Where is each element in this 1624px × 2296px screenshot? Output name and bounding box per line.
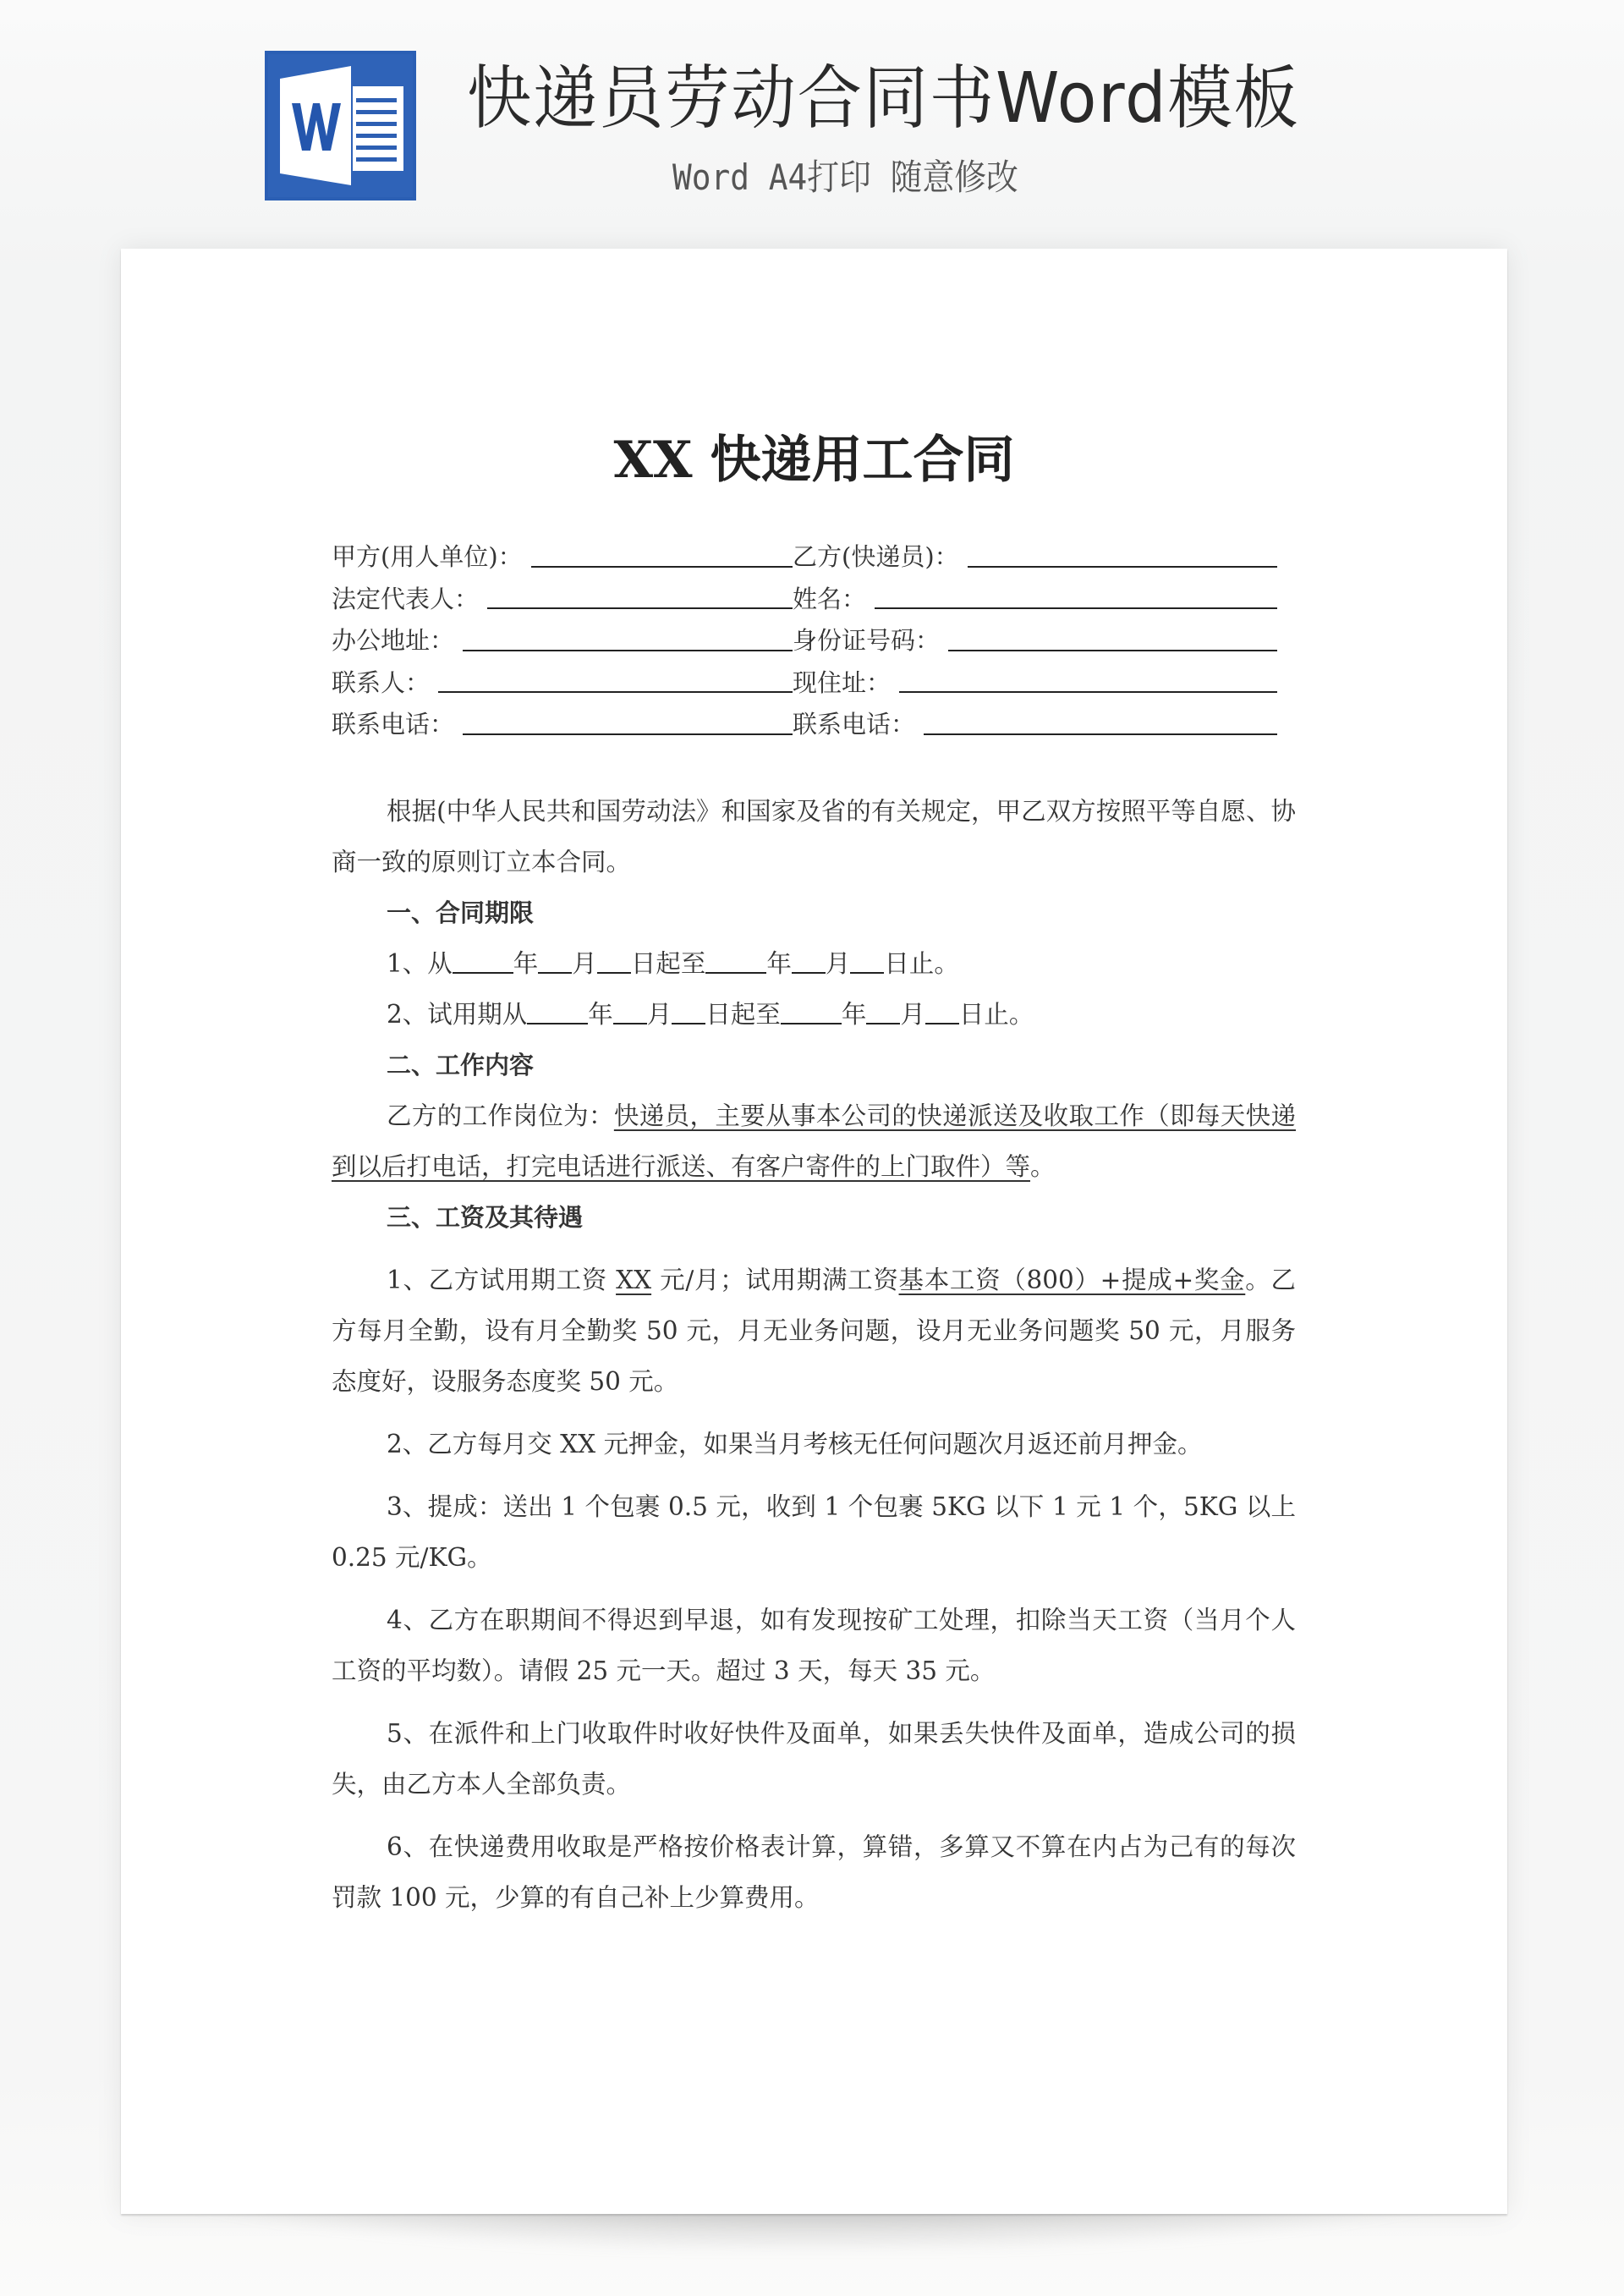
party-b-label: 乙方(快递员)：: [793, 542, 959, 571]
office-address-field[interactable]: [463, 650, 793, 651]
current-address-label: 现住址：: [793, 667, 892, 697]
word-icon: [265, 51, 416, 200]
intro-paragraph: 根据(中华人民共和国劳动法》和国家及省的有关规定，甲乙双方按照平等自愿、协商一致的原则订立本合同。: [332, 797, 1296, 876]
party-info-form: [332, 536, 1283, 746]
section-heading-work: 二、工作内容: [387, 1051, 535, 1079]
blank-field[interactable]: [672, 1023, 705, 1024]
blank-field[interactable]: [597, 972, 631, 974]
contact-person-label: 联系人：: [332, 667, 431, 697]
office-address-label: 办公地址：: [332, 626, 455, 655]
work-content-paragraph: 乙方的工作岗位为：快递员，主要从事本公司的快递派送及收取工作（即每天快递到以后打电话，打完电话进行派送、有客户寄件的上门取件）等。: [332, 1101, 1296, 1181]
wage-item-1: 1、乙方试用期工资 XX 元/月；试用期满工资基本工资（800）+提成+奖金。乙方每月全勤，设有月全勤奖 50 元，月无业务问题，设月无业务问题奖 50 元，月服务态度好，设服务态度奖 50 元。: [332, 1266, 1296, 1396]
blank-field[interactable]: [866, 1023, 900, 1024]
form-row: [332, 620, 1283, 662]
legal-rep-field[interactable]: [487, 607, 793, 609]
id-number-label: 身份证号码：: [793, 626, 941, 655]
name-field[interactable]: [875, 607, 1277, 609]
term-item-1: 1、从 年 月 日起至 年 月 日止。: [387, 949, 959, 978]
party-a-phone-label: 联系电话：: [332, 710, 455, 739]
form-row: [332, 536, 1283, 579]
form-row: [332, 662, 1283, 705]
party-a-label: 甲方(用人单位)：: [332, 542, 523, 571]
wage-item-2: 2、乙方每月交 XX 元押金，如果当月考核无任何问题次月返还前月押金。: [387, 1430, 1203, 1458]
wage-item-3: 3、提成：送出 1 个包裹 0.5 元，收到 1 个包裹 5KG 以下 1 元 1 个，5KG 以上 0.25 元/KG。: [332, 1492, 1296, 1572]
section-heading-term: 一、合同期限: [387, 898, 535, 927]
blank-field[interactable]: [925, 1023, 959, 1024]
party-b-phone-field[interactable]: [924, 733, 1277, 735]
term-item-2: 2、试用期从 年 月 日起至 年 月 日止。: [387, 1000, 1034, 1029]
blank-field[interactable]: [850, 972, 884, 974]
wage-item-6: 6、在快递费用收取是严格按价格表计算，算错，多算又不算在内占为己有的每次罚款 100 元，少算的有自己补上少算费用。: [332, 1832, 1296, 1912]
wage-item-5: 5、在派件和上门收取件时收好快件及面单，如果丢失快件及面单，造成公司的损失，由乙方本人全部负责。: [332, 1719, 1296, 1799]
party-a-phone-field[interactable]: [463, 733, 793, 735]
contact-person-field[interactable]: [438, 691, 793, 693]
blank-field[interactable]: [705, 972, 766, 974]
blank-field[interactable]: [527, 1023, 588, 1024]
document-page: [121, 249, 1507, 2214]
header-title: 快递员劳动合同书Word模板: [467, 58, 1300, 139]
party-a-field[interactable]: [531, 566, 793, 568]
contract-body: [332, 786, 1296, 1923]
blank-field[interactable]: [453, 972, 513, 974]
form-row: [332, 704, 1283, 746]
form-row: [332, 579, 1283, 621]
party-b-phone-label: 联系电话：: [793, 710, 916, 739]
current-address-field[interactable]: [899, 691, 1277, 693]
legal-rep-label: 法定代表人：: [332, 584, 480, 613]
document-title: XX 快递用工合同: [613, 431, 1015, 490]
wage-item-4: 4、乙方在职期间不得迟到早退，如有发现按矿工处理，扣除当天工资（当月个人工资的平均数）。请假 25 元一天。超过 3 天，每天 35 元。: [332, 1606, 1296, 1685]
id-number-field[interactable]: [948, 650, 1277, 651]
blank-field[interactable]: [792, 972, 826, 974]
blank-field[interactable]: [781, 1023, 842, 1024]
job-description: 快递员，主要从事本公司的快递派送及收取工作（即每天快递到以后打电话，打完电话进行派送、有客户寄件的上门取件）等: [332, 1101, 1296, 1181]
section-heading-wages: 三、工资及其待遇: [387, 1203, 584, 1232]
blank-field[interactable]: [538, 972, 572, 974]
party-b-field[interactable]: [968, 566, 1277, 568]
header-subtitle: Word A4打印 随意修改: [672, 157, 1018, 198]
name-label: 姓名：: [793, 584, 867, 613]
blank-field[interactable]: [613, 1023, 647, 1024]
